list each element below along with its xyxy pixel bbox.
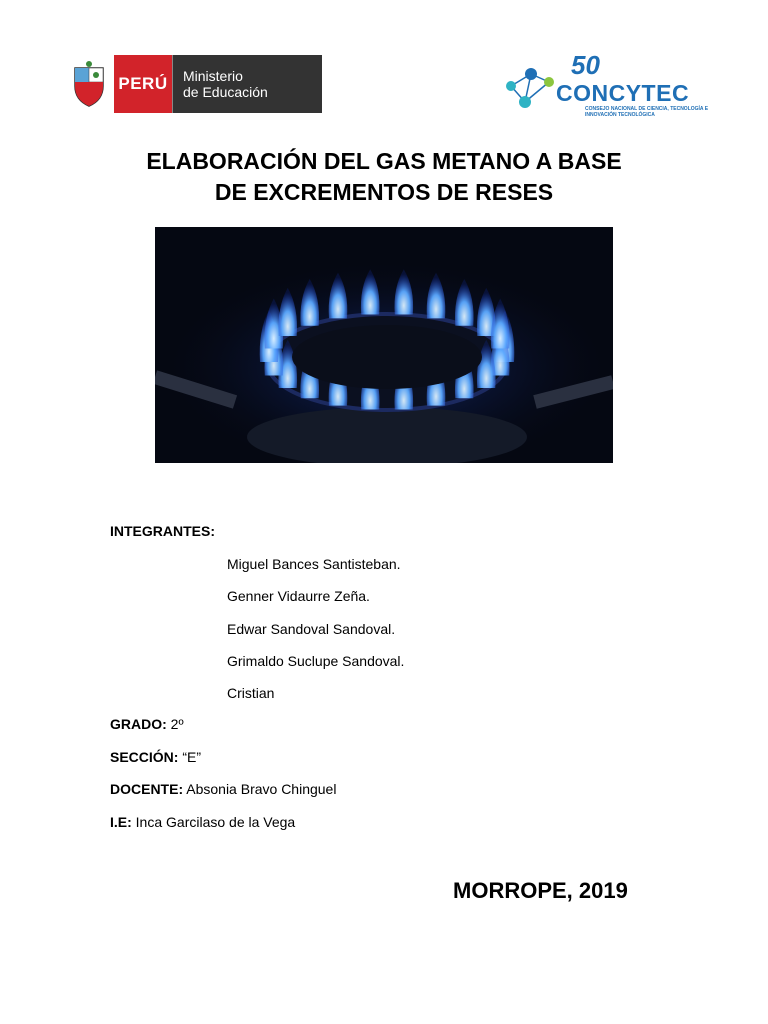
document-title-line1: ELABORACIÓN DEL GAS METANO A BASE — [146, 148, 622, 174]
network-molecule-icon — [503, 64, 559, 110]
teacher-value: Absonia Bravo Chinguel — [186, 781, 337, 797]
member-name: Genner Vidaurre Zeña. — [227, 588, 370, 604]
school-line — [110, 814, 295, 830]
school-label: I.E: — [110, 814, 132, 830]
concytec-tagline: CONSEJO NACIONAL DE CIENCIA, TECNOLOGÍA E INNOVACIÓN TECNOLÓGICA — [585, 106, 709, 118]
school-value: Inca Garcilaso de la Vega — [135, 814, 296, 830]
peru-wordmark: PERÚ — [114, 55, 172, 113]
peru-coat-of-arms-icon — [64, 55, 114, 113]
member-name: Cristian — [227, 685, 275, 701]
grade-label: GRADO: — [110, 716, 167, 732]
teacher-label: DOCENTE: — [110, 781, 184, 797]
member-name: Grimaldo Suclupe Sandoval. — [227, 653, 405, 669]
concytec-logo — [503, 50, 713, 118]
members-label: INTEGRANTES: — [110, 523, 215, 539]
ministry-name — [172, 55, 322, 113]
section-value: “E” — [182, 749, 202, 765]
grade-line — [110, 716, 184, 732]
grade-value: 2º — [170, 716, 184, 732]
anniversary-number: 50 — [571, 50, 600, 80]
document-title-line2: DE EXCREMENTOS DE RESES — [214, 179, 554, 205]
minedu-logo — [64, 55, 322, 113]
place-and-year: MORROPE, 2019 — [453, 878, 628, 903]
ministry-name-line1: Ministerio — [183, 68, 243, 84]
gas-burner-flame-photo — [155, 227, 613, 463]
ministry-name-line2: de Educación — [183, 84, 268, 100]
document-title — [84, 146, 684, 208]
section-label: SECCIÓN: — [110, 749, 179, 765]
member-name: Edwar Sandoval Sandoval. — [227, 621, 396, 637]
section-line — [110, 749, 201, 765]
teacher-line — [110, 781, 336, 797]
member-name: Miguel Bances Santisteban. — [227, 556, 401, 572]
concytec-wordmark: CONCYTEC — [556, 80, 690, 106]
